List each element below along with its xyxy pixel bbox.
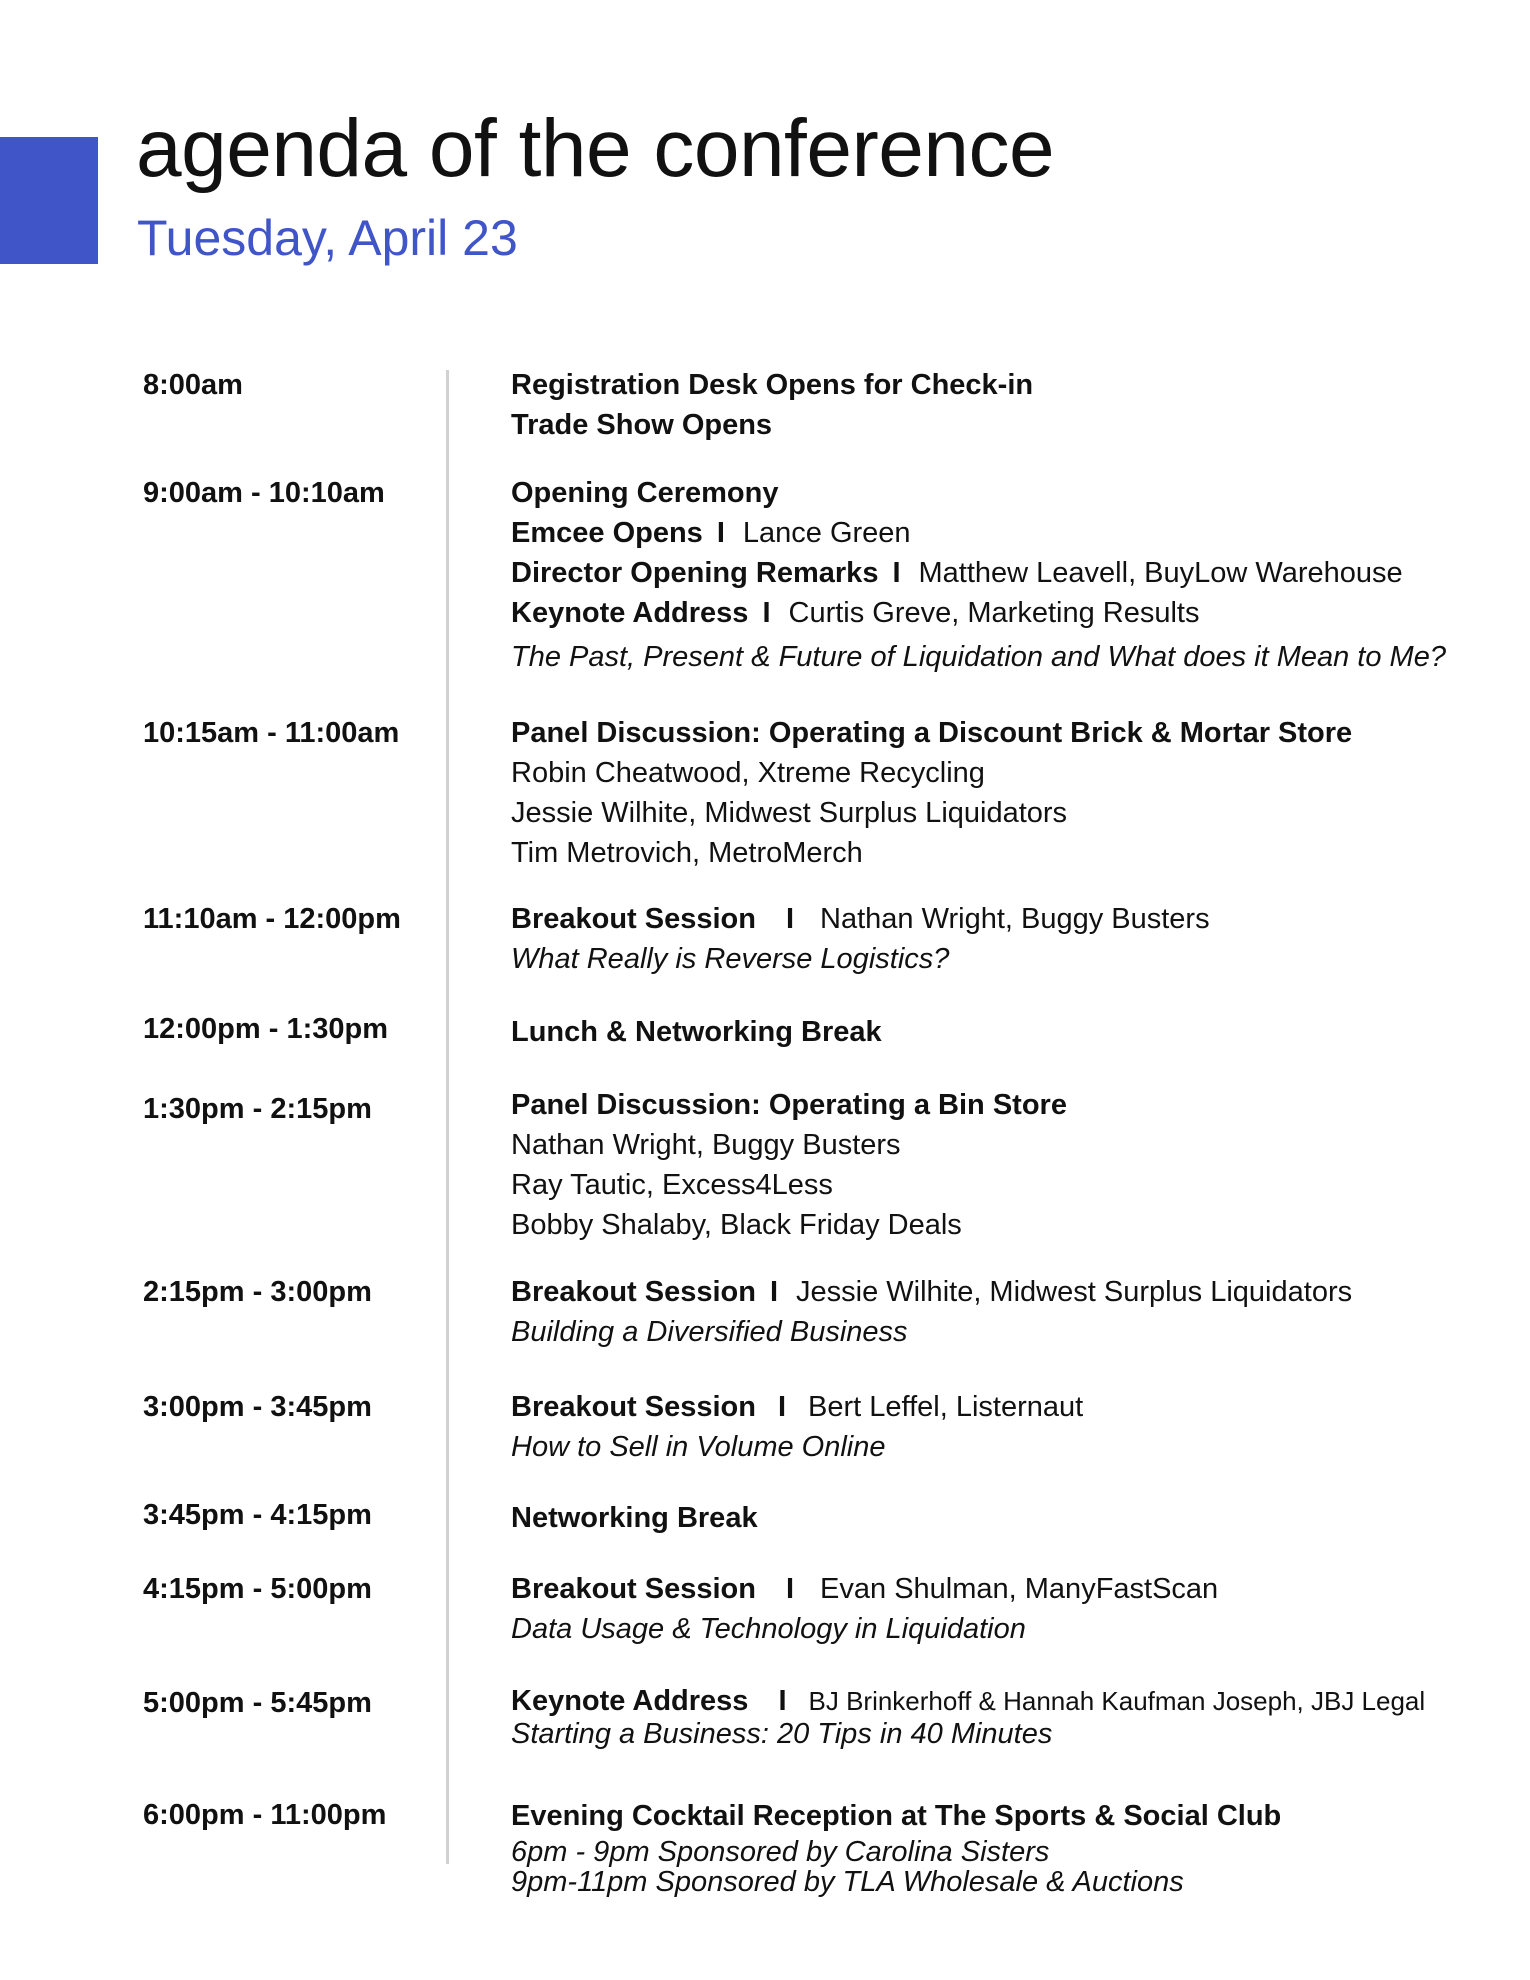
session-content (511, 1498, 1511, 1538)
item-label: Keynote Address (511, 597, 749, 629)
panelist: Robin Cheatwood, Xtreme Recycling (511, 757, 985, 789)
separator: I (785, 1573, 795, 1605)
session-time: 2:15pm - 3:00pm (143, 1276, 372, 1308)
accent-block (0, 137, 98, 264)
separator: I (777, 1391, 787, 1423)
session-title: Registration Desk Opens for Check-in (511, 369, 1034, 401)
session-item (511, 1683, 1511, 1719)
session-time: 9:00am - 10:10am (143, 477, 385, 509)
speaker-name: BJ Brinkerhoff & Hannah Kaufman Joseph, JBJ Legal (808, 1686, 1426, 1716)
session-title: Panel Discussion: Operating a Bin Store (511, 1089, 1067, 1121)
vertical-divider (446, 370, 449, 1864)
session-content (511, 1569, 1511, 1649)
speaker-name: Nathan Wright, Buggy Busters (820, 903, 1210, 935)
session-topic: The Past, Present & Future of Liquidation and What does it Mean to Me? (511, 641, 1446, 673)
panelist: Nathan Wright, Buggy Busters (511, 1129, 901, 1161)
session-item (511, 1272, 1511, 1312)
session-title: Opening Ceremony (511, 477, 779, 509)
session-topic: How to Sell in Volume Online (511, 1431, 886, 1463)
separator: I (892, 557, 901, 589)
session-content (511, 1683, 1511, 1749)
session-title: Evening Cocktail Reception at The Sports & Social Club (511, 1800, 1282, 1832)
speaker-name: Bert Leffel, Listernaut (808, 1391, 1084, 1423)
separator: I (778, 1685, 787, 1717)
item-label: Breakout Session (511, 903, 756, 935)
session-item (511, 513, 1511, 553)
session-content (511, 1085, 1511, 1245)
page-title: agenda of the conference (136, 103, 1055, 194)
session-title: Trade Show Opens (511, 409, 773, 441)
panelist: Ray Tautic, Excess4Less (511, 1169, 833, 1201)
sponsor-line: 9pm-11pm Sponsored by TLA Wholesale & Auctions (511, 1866, 1184, 1898)
date-subtitle: Tuesday, April 23 (137, 210, 518, 266)
session-time: 6:00pm - 11:00pm (143, 1799, 387, 1831)
session-time: 11:10am - 12:00pm (143, 903, 401, 935)
session-time: 10:15am - 11:00am (143, 717, 400, 749)
speaker-name: Lance Green (742, 517, 911, 549)
session-time: 8:00am (143, 369, 243, 401)
session-content (511, 1012, 1511, 1052)
item-label: Breakout Session (511, 1391, 756, 1423)
session-content (511, 473, 1511, 677)
item-label: Emcee Opens (511, 517, 703, 549)
session-item (511, 593, 1511, 633)
item-label: Keynote Address (511, 1685, 749, 1717)
session-content (511, 1387, 1511, 1467)
panelist: Tim Metrovich, MetroMerch (511, 837, 863, 869)
separator: I (769, 1276, 779, 1308)
session-time: 3:45pm - 4:15pm (143, 1499, 372, 1531)
session-item (511, 1569, 1511, 1609)
separator: I (716, 517, 725, 549)
panelist: Jessie Wilhite, Midwest Surplus Liquidators (511, 797, 1068, 829)
speaker-name: Evan Shulman, ManyFastScan (820, 1573, 1219, 1605)
panelist: Bobby Shalaby, Black Friday Deals (511, 1209, 962, 1241)
sponsor-line: 6pm - 9pm Sponsored by Carolina Sisters (511, 1836, 1050, 1868)
session-time: 3:00pm - 3:45pm (143, 1391, 372, 1423)
session-content (511, 899, 1511, 979)
item-label: Breakout Session (511, 1573, 756, 1605)
session-time: 12:00pm - 1:30pm (143, 1013, 388, 1045)
session-item (511, 553, 1511, 593)
item-label: Breakout Session (511, 1276, 756, 1308)
session-title: Lunch & Networking Break (511, 1016, 882, 1048)
session-topic: Starting a Business: 20 Tips in 40 Minutes (511, 1718, 1053, 1750)
session-topic: Building a Diversified Business (511, 1316, 908, 1348)
session-title: Networking Break (511, 1502, 758, 1534)
session-time: 5:00pm - 5:45pm (143, 1687, 372, 1719)
session-topic: What Really is Reverse Logistics? (511, 943, 950, 975)
session-time: 4:15pm - 5:00pm (143, 1573, 372, 1605)
session-content (511, 713, 1511, 873)
session-topic: Data Usage & Technology in Liquidation (511, 1613, 1026, 1645)
session-time: 1:30pm - 2:15pm (143, 1093, 372, 1125)
item-label: Director Opening Remarks (511, 557, 879, 589)
speaker-name: Curtis Greve, Marketing Results (788, 597, 1200, 629)
session-content (511, 365, 1511, 445)
session-title: Panel Discussion: Operating a Discount Brick & Mortar Store (511, 717, 1353, 749)
session-item (511, 1387, 1511, 1427)
session-content (511, 1272, 1511, 1352)
speaker-name: Jessie Wilhite, Midwest Surplus Liquidators (796, 1276, 1353, 1308)
speaker-name: Matthew Leavell, BuyLow Warehouse (918, 557, 1403, 589)
session-item (511, 899, 1511, 939)
separator: I (785, 903, 795, 935)
separator: I (762, 597, 771, 629)
session-content (511, 1795, 1511, 1897)
